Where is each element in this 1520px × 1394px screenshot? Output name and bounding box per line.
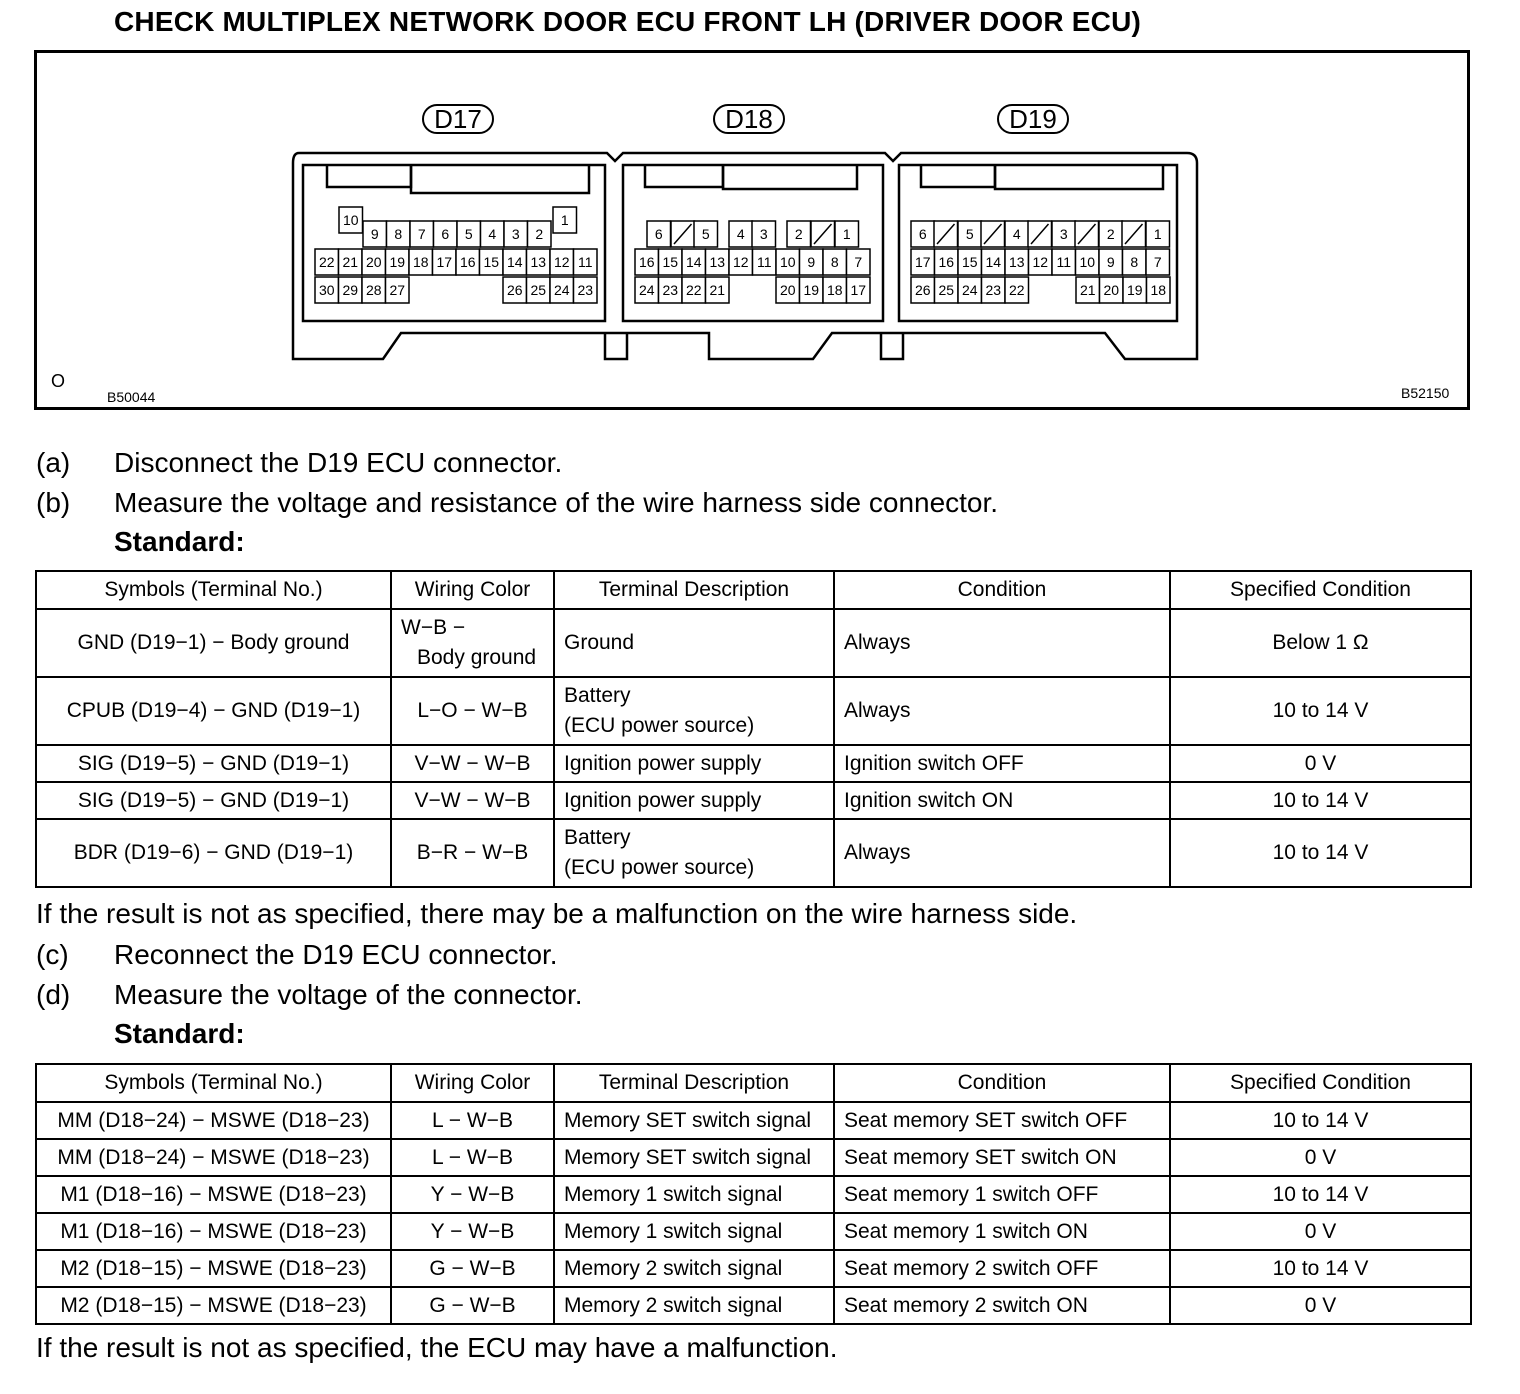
- cell-description: Ignition power supply: [554, 745, 834, 782]
- pin-number: 26: [914, 282, 931, 298]
- cell-description: Memory 2 switch signal: [554, 1250, 834, 1287]
- cell-wiring: Y − W−B: [391, 1176, 554, 1213]
- table-row: [36, 1250, 1471, 1287]
- pin-number: 13: [530, 254, 547, 270]
- connector-label: D18: [725, 104, 773, 134]
- pin-number: 15: [483, 254, 500, 270]
- header-symbols: Symbols (Terminal No.): [36, 571, 391, 609]
- pin-number: 10: [342, 212, 359, 228]
- pin-number: 23: [662, 282, 679, 298]
- table-row: [36, 1102, 1471, 1139]
- table-row: [36, 677, 1471, 745]
- step-label: (a): [36, 447, 71, 478]
- pin-number: 18: [826, 282, 843, 298]
- cell-symbols: MM (D18−24) − MSWE (D18−23): [36, 1102, 391, 1139]
- corner-mark: O: [51, 371, 66, 391]
- connector-d19-pins: [911, 221, 1170, 303]
- cell-symbols: BDR (D19−6) − GND (D19−1): [36, 819, 391, 887]
- cell-condition: Always: [834, 677, 1170, 745]
- pin-number: 21: [709, 282, 726, 298]
- wiring-line-1: W−B −: [401, 616, 466, 639]
- cell-spec: 10 to 14 V: [1170, 1176, 1471, 1213]
- pin-number: 25: [938, 282, 955, 298]
- pin-number: 1: [1153, 226, 1162, 242]
- pin-number: 3: [511, 226, 520, 242]
- step-label: (b): [36, 487, 71, 518]
- standard-label-1: Standard:: [114, 526, 245, 557]
- cell-spec: 10 to 14 V: [1170, 782, 1471, 819]
- header-symbols: Symbols (Terminal No.): [36, 1064, 391, 1102]
- step-c: [36, 938, 558, 972]
- cell-spec: 0 V: [1170, 1287, 1471, 1324]
- pin-number: 25: [530, 282, 547, 298]
- table-row: [36, 1176, 1471, 1213]
- connector-diagram: [37, 53, 1467, 407]
- cell-symbols: M2 (D18−15) − MSWE (D18−23): [36, 1250, 391, 1287]
- pin-number: 24: [638, 282, 655, 298]
- cell-description: Ground: [554, 609, 834, 677]
- cell-description: [554, 677, 834, 745]
- spec-table-1: [35, 570, 1472, 888]
- pin-number: 23: [985, 282, 1002, 298]
- cell-description: Memory SET switch signal: [554, 1139, 834, 1176]
- cell-wiring: B−R − W−B: [391, 819, 554, 887]
- connector-d18-pins: [635, 221, 870, 303]
- cell-wiring: L − W−B: [391, 1139, 554, 1176]
- table-header-row: [36, 1064, 1471, 1102]
- pin-number: 18: [412, 254, 429, 270]
- pin-number: 20: [779, 282, 796, 298]
- cell-condition: Seat memory 2 switch OFF: [834, 1250, 1170, 1287]
- pin-number: 8: [830, 254, 839, 270]
- pin-number: 27: [389, 282, 406, 298]
- pin-number: 4: [1012, 226, 1021, 242]
- pin-number: 4: [736, 226, 745, 242]
- table-row: [36, 1213, 1471, 1250]
- pin-number: 2: [535, 226, 544, 242]
- pin-number: 1: [560, 212, 569, 228]
- cell-condition: Always: [834, 819, 1170, 887]
- cell-wiring: [391, 609, 554, 677]
- pin-number: 9: [1106, 254, 1115, 270]
- step-b: [36, 486, 998, 520]
- pin-number: 5: [464, 226, 473, 242]
- pin-number: 13: [1008, 254, 1025, 270]
- pin-number: 5: [701, 226, 710, 242]
- pin-number: 6: [654, 226, 663, 242]
- cell-condition: Seat memory 1 switch OFF: [834, 1176, 1170, 1213]
- cell-spec: 10 to 14 V: [1170, 819, 1471, 887]
- cell-spec: Below 1 Ω: [1170, 609, 1471, 677]
- step-a: [36, 446, 562, 480]
- note-ecu: If the result is not as specified, the ECU may have a malfunction.: [36, 1332, 838, 1363]
- pin-number: 17: [436, 254, 453, 270]
- step-text: Disconnect the D19 ECU connector.: [114, 447, 563, 478]
- pin-number: 11: [577, 254, 593, 270]
- step-text: Measure the voltage of the connector.: [114, 979, 583, 1010]
- desc-line-2: (ECU power source): [564, 856, 755, 879]
- header-wiring: Wiring Color: [391, 1064, 554, 1102]
- pin-number: 28: [365, 282, 382, 298]
- pin-number: 20: [365, 254, 382, 270]
- pin-number: 16: [938, 254, 955, 270]
- pin-number: 18: [1150, 282, 1167, 298]
- step-d: [36, 978, 583, 1012]
- desc-line-1: Battery: [564, 826, 631, 849]
- step-label: (c): [36, 939, 69, 970]
- pin-number: 22: [685, 282, 702, 298]
- standard-label-2: Standard:: [114, 1018, 245, 1049]
- header-condition: Condition: [834, 571, 1170, 609]
- cell-wiring: G − W−B: [391, 1250, 554, 1287]
- cell-spec: 10 to 14 V: [1170, 1102, 1471, 1139]
- pin-number: 16: [638, 254, 655, 270]
- table-row: [36, 782, 1471, 819]
- pin-number: 10: [779, 254, 796, 270]
- pin-number: 12: [1032, 254, 1049, 270]
- pin-number: 3: [1059, 226, 1068, 242]
- pin-number: 6: [441, 226, 450, 242]
- pin-number: 5: [965, 226, 974, 242]
- table-row: [36, 1139, 1471, 1176]
- pin-number: 17: [914, 254, 931, 270]
- pin-number: 19: [803, 282, 820, 298]
- pin-number: 7: [417, 226, 426, 242]
- pin-number: 20: [1103, 282, 1120, 298]
- pin-number: 24: [961, 282, 978, 298]
- step-text: Measure the voltage and resistance of the wire harness side connector.: [114, 487, 999, 518]
- cell-condition: Seat memory SET switch ON: [834, 1139, 1170, 1176]
- pin-number: 22: [318, 254, 335, 270]
- pin-number: 19: [389, 254, 406, 270]
- cell-symbols: CPUB (D19−4) − GND (D19−1): [36, 677, 391, 745]
- cell-description: Memory SET switch signal: [554, 1102, 834, 1139]
- pin-number: 10: [1079, 254, 1096, 270]
- pin-number: 3: [759, 226, 768, 242]
- cell-spec: 0 V: [1170, 1213, 1471, 1250]
- pin-number: 17: [850, 282, 867, 298]
- pin-number: 16: [459, 254, 476, 270]
- pin-number: 23: [577, 282, 594, 298]
- pin-number: 4: [488, 226, 497, 242]
- cell-wiring: V−W − W−B: [391, 745, 554, 782]
- pin-number: 2: [794, 226, 803, 242]
- table-header-row: [36, 571, 1471, 609]
- pin-number: 11: [756, 254, 772, 270]
- cell-condition: Seat memory 2 switch ON: [834, 1287, 1170, 1324]
- pin-number: 7: [1153, 254, 1162, 270]
- table-row: [36, 609, 1471, 677]
- cell-wiring: Y − W−B: [391, 1213, 554, 1250]
- connector-d17-pins: [315, 207, 597, 303]
- pin-number: 21: [1079, 282, 1096, 298]
- table-row: [36, 819, 1471, 887]
- pin-number: 8: [394, 226, 403, 242]
- step-text: Reconnect the D19 ECU connector.: [114, 939, 558, 970]
- pin-number: 19: [1126, 282, 1143, 298]
- table-row: [36, 1287, 1471, 1324]
- cell-condition: Ignition switch OFF: [834, 745, 1170, 782]
- figure-code-left: B50044: [107, 389, 156, 405]
- spec-table-2: [35, 1063, 1472, 1325]
- pin-number: 8: [1130, 254, 1139, 270]
- pin-number: 15: [662, 254, 679, 270]
- header-specified: Specified Condition: [1170, 1064, 1471, 1102]
- cell-wiring: L−O − W−B: [391, 677, 554, 745]
- pin-number: 26: [506, 282, 523, 298]
- cell-spec: 0 V: [1170, 745, 1471, 782]
- pin-number: 30: [318, 282, 335, 298]
- pin-number: 1: [842, 226, 851, 242]
- pin-number: 7: [854, 254, 863, 270]
- cell-wiring: V−W − W−B: [391, 782, 554, 819]
- desc-line-2: (ECU power source): [564, 714, 755, 737]
- pin-number: 14: [985, 254, 1002, 270]
- page-title: CHECK MULTIPLEX NETWORK DOOR ECU FRONT LH (DRIVER DOOR ECU): [114, 6, 1142, 37]
- pin-number: 12: [732, 254, 749, 270]
- pin-number: 13: [709, 254, 726, 270]
- header-wiring: Wiring Color: [391, 571, 554, 609]
- pin-number: 9: [807, 254, 816, 270]
- cell-symbols: SIG (D19−5) − GND (D19−1): [36, 745, 391, 782]
- note-harness: If the result is not as specified, there may be a malfunction on the wire harness side.: [36, 898, 1078, 929]
- table-row: [36, 745, 1471, 782]
- header-description: Terminal Description: [554, 1064, 834, 1102]
- cell-symbols: GND (D19−1) − Body ground: [36, 609, 391, 677]
- connector-labels: [423, 104, 1068, 134]
- pin-number: 9: [370, 226, 379, 242]
- cell-description: Memory 2 switch signal: [554, 1287, 834, 1324]
- cell-spec: 10 to 14 V: [1170, 677, 1471, 745]
- cell-symbols: M1 (D18−16) − MSWE (D18−23): [36, 1213, 391, 1250]
- cell-condition: Ignition switch ON: [834, 782, 1170, 819]
- pin-number: 12: [553, 254, 570, 270]
- step-label: (d): [36, 979, 71, 1010]
- wiring-line-2: Body ground: [417, 646, 537, 669]
- cell-spec: 10 to 14 V: [1170, 1250, 1471, 1287]
- pin-number: 11: [1056, 254, 1072, 270]
- cell-description: Ignition power supply: [554, 782, 834, 819]
- cell-wiring: G − W−B: [391, 1287, 554, 1324]
- cell-symbols: SIG (D19−5) − GND (D19−1): [36, 782, 391, 819]
- pin-number: 29: [342, 282, 359, 298]
- pin-number: 14: [506, 254, 523, 270]
- header-specified: Specified Condition: [1170, 571, 1471, 609]
- cell-spec: 0 V: [1170, 1139, 1471, 1176]
- cell-description: Memory 1 switch signal: [554, 1176, 834, 1213]
- figure-code-right: B52150: [1401, 385, 1450, 401]
- header-condition: Condition: [834, 1064, 1170, 1102]
- pin-number: 14: [685, 254, 702, 270]
- pin-number: 6: [918, 226, 927, 242]
- desc-line-1: Battery: [564, 684, 631, 707]
- pin-number: 21: [342, 254, 359, 270]
- cell-condition: Seat memory SET switch OFF: [834, 1102, 1170, 1139]
- header-description: Terminal Description: [554, 571, 834, 609]
- connector-figure: [34, 50, 1470, 410]
- cell-description: [554, 819, 834, 887]
- pin-number: 24: [553, 282, 570, 298]
- pin-number: 22: [1008, 282, 1025, 298]
- cell-description: Memory 1 switch signal: [554, 1213, 834, 1250]
- cell-condition: Seat memory 1 switch ON: [834, 1213, 1170, 1250]
- cell-symbols: M1 (D18−16) − MSWE (D18−23): [36, 1176, 391, 1213]
- pin-number: 15: [961, 254, 978, 270]
- cell-symbols: MM (D18−24) − MSWE (D18−23): [36, 1139, 391, 1176]
- cell-symbols: M2 (D18−15) − MSWE (D18−23): [36, 1287, 391, 1324]
- pin-number: 2: [1106, 226, 1115, 242]
- cell-condition: Always: [834, 609, 1170, 677]
- cell-wiring: L − W−B: [391, 1102, 554, 1139]
- connector-label: D19: [1009, 104, 1057, 134]
- connector-label: D17: [434, 104, 482, 134]
